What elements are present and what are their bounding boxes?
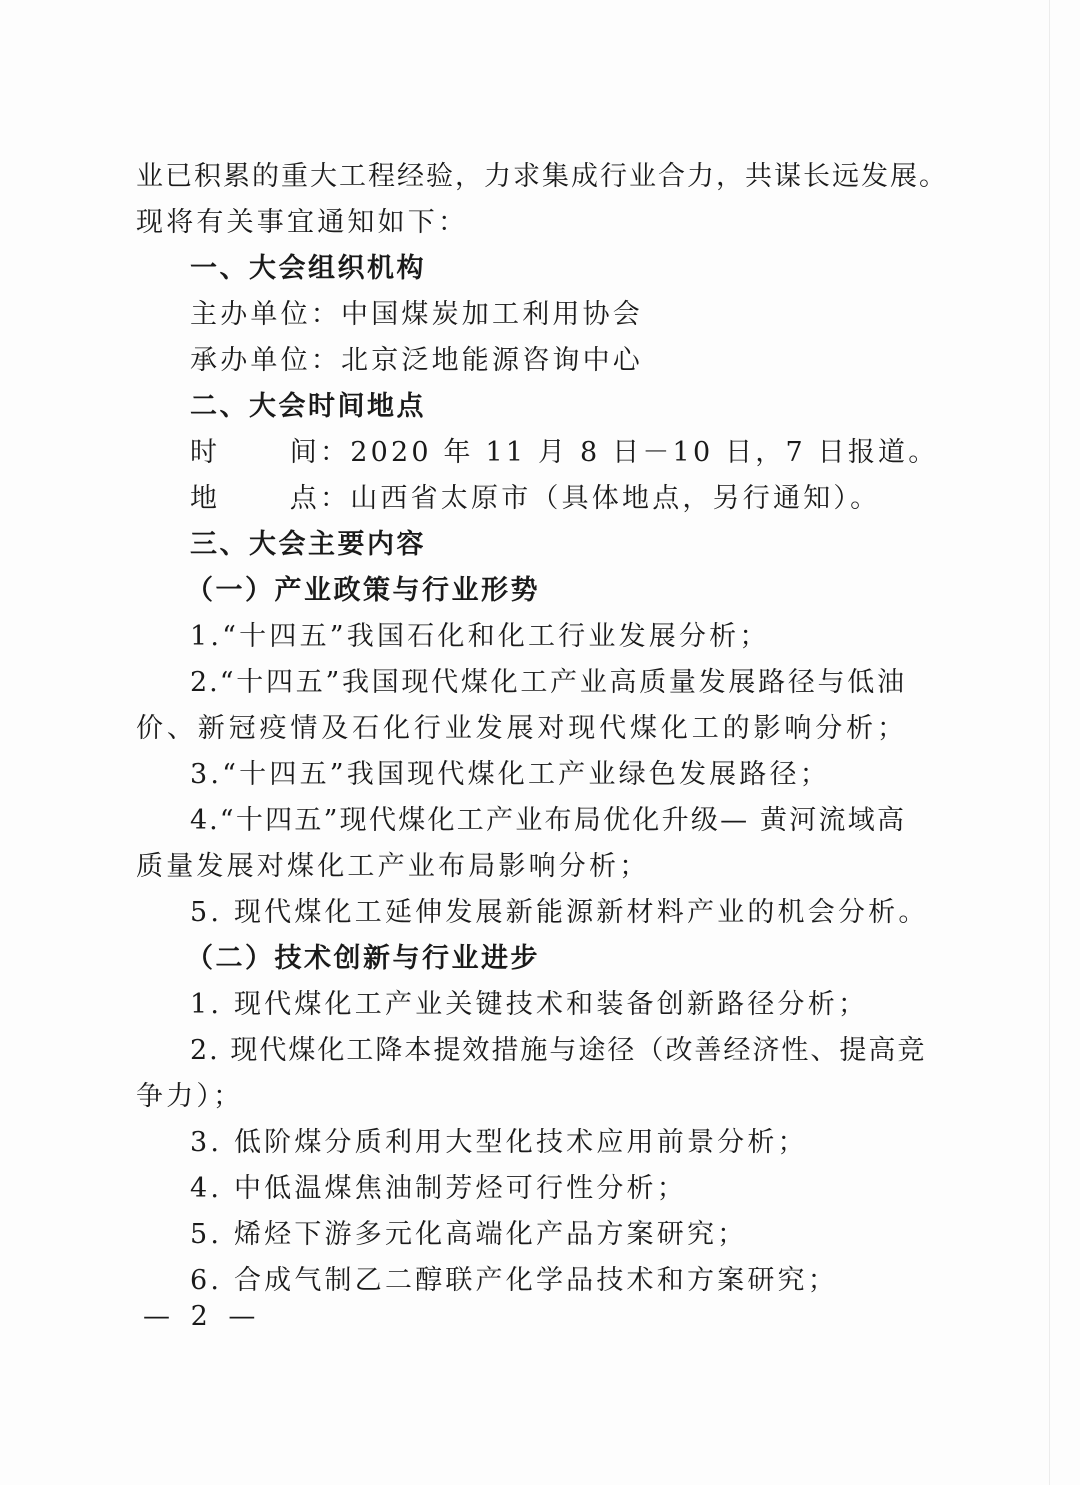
list-item: 5. 现代煤化工延伸发展新能源新材料产业的机会分析。 (190, 897, 929, 928)
list-item: 2. 现代煤化工降本提效措施与途径（改善经济性、提高竞 (190, 1035, 927, 1066)
list-item: 1.“十四五”我国石化和化工行业发展分析； (190, 621, 770, 652)
paragraph-line: 现将有关事宜通知如下： (136, 207, 469, 238)
list-item: 5. 烯烃下游多元化高端化产品方案研究； (190, 1219, 748, 1250)
time-line (190, 436, 938, 470)
time-label: 时 间 (190, 437, 320, 468)
subsection-heading-1: （一）产业政策与行业形势 (186, 575, 540, 606)
page-number: — 2 — (143, 1301, 262, 1332)
time-value: ：2020 年 11 月 8 日－10 日，7 日报道。 (320, 437, 939, 468)
place-line (190, 482, 880, 516)
list-item-continued: 争力）； (136, 1081, 244, 1112)
list-item: 3. 低阶煤分质利用大型化技术应用前景分析； (190, 1127, 808, 1158)
paragraph-line: 业已积累的重大工程经验，力求集成行业合力，共谋长远发展。 (136, 161, 948, 192)
list-item: 3.“十四五”我国现代煤化工产业绿色发展路径； (190, 759, 830, 790)
list-item: 4. 中低温煤焦油制芳烃可行性分析； (190, 1173, 687, 1204)
list-item: 1. 现代煤化工产业关键技术和装备创新路径分析； (190, 989, 869, 1020)
list-item: 4.“十四五”现代煤化工产业布局优化升级— 黄河流域高 (190, 805, 906, 836)
list-item-continued: 质量发展对煤化工产业布局影响分析； (136, 851, 650, 882)
subsection-heading-2: （二）技术创新与行业进步 (186, 943, 540, 974)
list-item: 2.“十四五”我国现代煤化工产业高质量发展路径与低油 (190, 667, 906, 698)
scan-edge-line (1049, 0, 1050, 1485)
organizer-line: 主办单位：中国煤炭加工利用协会 (190, 299, 643, 330)
place-value: ：山西省太原市（具体地点，另行通知）。 (320, 483, 881, 514)
list-item: 6. 合成气制乙二醇联产化学品技术和方案研究； (190, 1265, 838, 1296)
section-heading-3: 三、大会主要内容 (190, 529, 426, 560)
section-heading-2: 二、大会时间地点 (190, 391, 426, 422)
list-item-continued: 价、新冠疫情及石化行业发展对现代煤化工的影响分析； (136, 713, 906, 744)
section-heading-1: 一、大会组织机构 (190, 253, 426, 284)
co-organizer-line: 承办单位：北京泛地能源咨询中心 (190, 345, 643, 376)
place-label: 地 点 (190, 483, 320, 514)
